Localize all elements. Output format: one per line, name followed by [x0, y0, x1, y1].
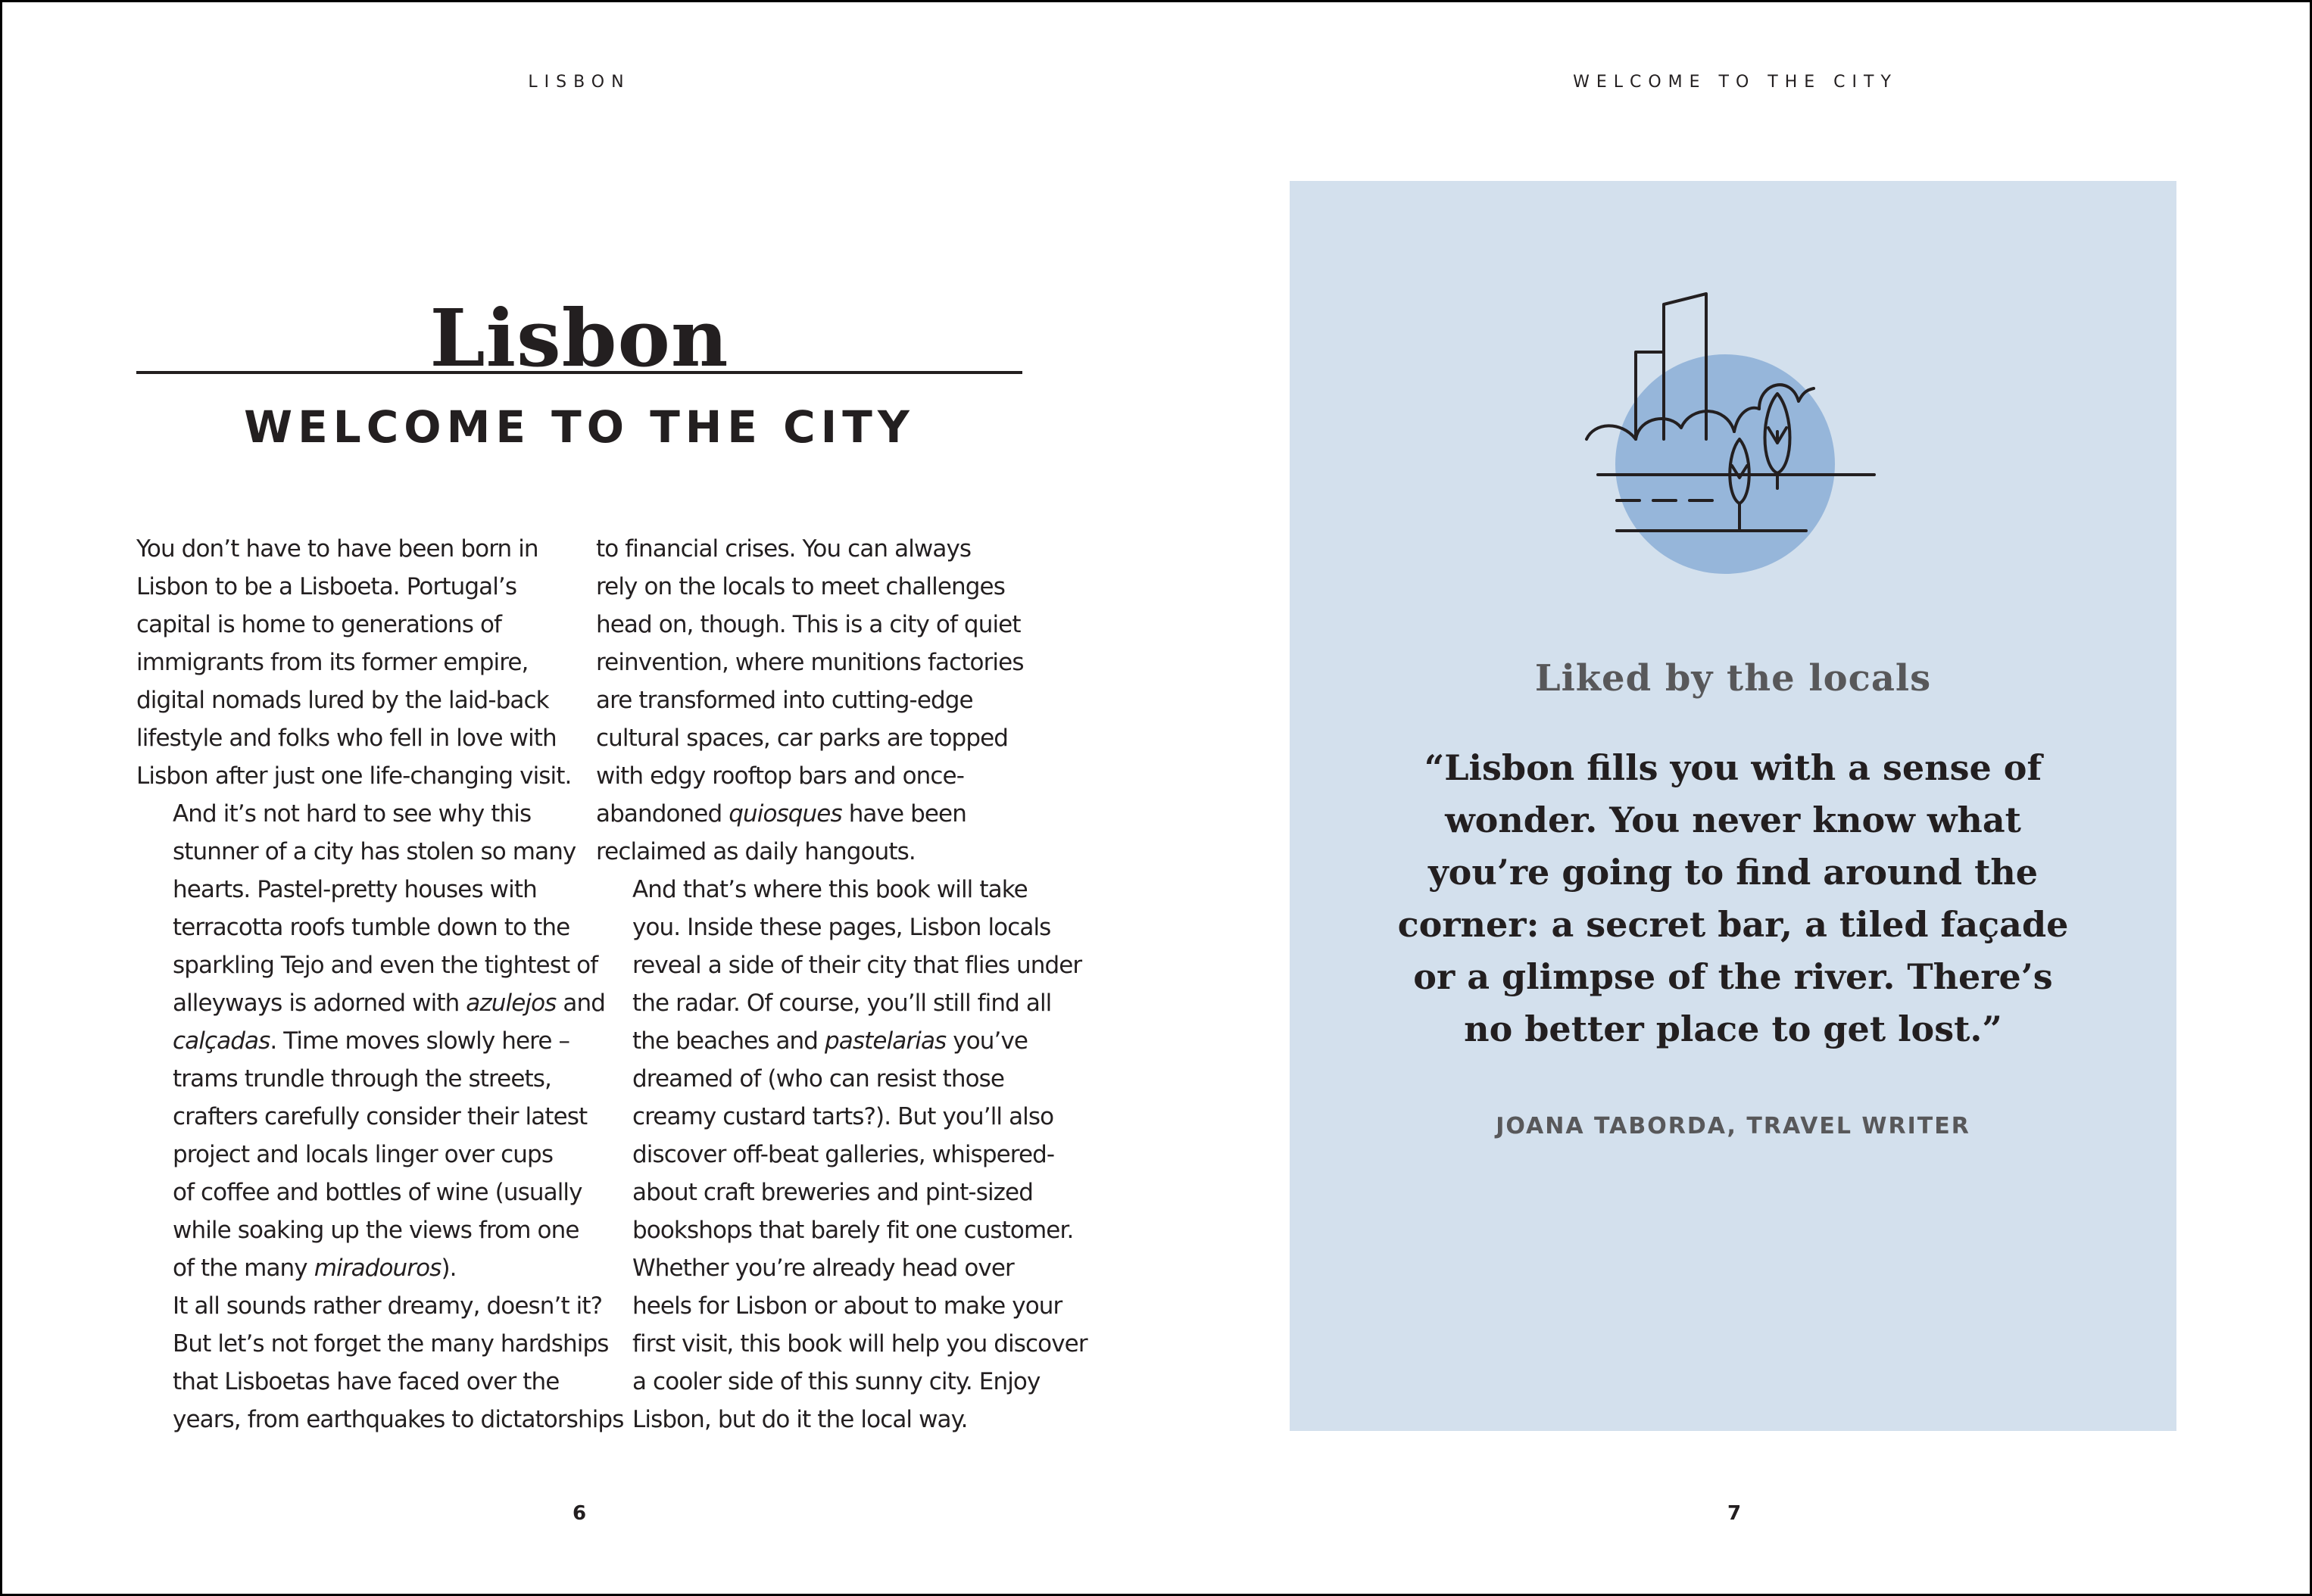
- text-line: head on, though. This is a city of quiet: [596, 611, 1021, 638]
- text-line: cultural spaces, car parks are topped: [596, 725, 1009, 752]
- text-line: while soaking up the views from one: [173, 1217, 579, 1244]
- text-line: first visit, this book will help you discover: [632, 1330, 1087, 1358]
- text-line: bookshops that barely fit one customer.: [632, 1217, 1074, 1244]
- text-line: reclaimed as daily hangouts.: [596, 838, 916, 865]
- panel-heading: Liked by the locals: [1534, 657, 1932, 700]
- text-line: are transformed into cutting-edge: [596, 687, 973, 714]
- text-line: you. Inside these pages, Lisbon locals: [632, 914, 1051, 941]
- quote-attribution: JOANA TABORDA, TRAVEL WRITER: [1496, 1113, 1970, 1139]
- text-line: Lisbon, but do it the local way.: [632, 1406, 968, 1433]
- text-line: sparkling Tejo and even the tightest of: [173, 952, 598, 979]
- text-line: the radar. Of course, you’ll still find all: [632, 990, 1052, 1017]
- text-line: that Lisboetas have faced over the: [173, 1368, 560, 1395]
- paragraph: [136, 530, 576, 795]
- italic-term: pastelarias: [825, 1027, 947, 1055]
- page-number-left: 6: [572, 1502, 587, 1525]
- text-line: It all sounds rather dreamy, doesn’t it?: [173, 1292, 603, 1320]
- page-subtitle: WELCOME TO THE CITY: [244, 401, 915, 453]
- italic-term: calçadas: [173, 1027, 270, 1055]
- text-line: alleyways is adorned with azulejos and: [173, 990, 605, 1017]
- page-title: Lisbon: [429, 291, 729, 385]
- paragraph: [136, 795, 605, 1287]
- quote-line: you’re going to find around the: [1427, 852, 2039, 893]
- city-skyline-icon: [1579, 284, 1882, 587]
- paragraph: [596, 530, 1035, 871]
- text-line: rely on the locals to meet challenges: [596, 573, 1005, 600]
- text-line: reveal a side of their city that flies under: [632, 952, 1082, 979]
- page-number-right: 7: [1727, 1502, 1742, 1525]
- text-line: years, from earthquakes to dictatorships: [173, 1406, 624, 1433]
- text-line: And that’s where this book will take: [632, 876, 1028, 903]
- text-line: Lisbon after just one life-changing visit.: [136, 762, 572, 790]
- running-head-left: LISBON: [528, 73, 631, 92]
- text-line: Lisbon to be a Lisboeta. Portugal’s: [136, 573, 517, 600]
- quote-line: corner: a secret bar, a tiled façade: [1397, 904, 2069, 945]
- text-line: terracotta roofs tumble down to the: [173, 914, 570, 941]
- text-line: abandoned quiosques have been: [596, 800, 966, 828]
- paragraph: [136, 1287, 624, 1439]
- body-column-left: [136, 530, 624, 1439]
- text-line: stunner of a city has stolen so many: [173, 838, 576, 865]
- text-line: project and locals linger over cups: [173, 1141, 554, 1168]
- text-line: calçadas. Time moves slowly here –: [173, 1027, 570, 1055]
- body-column-right: [596, 530, 1087, 1439]
- text-line: You don’t have to have been born in: [136, 535, 538, 563]
- text-line: capital is home to generations of: [136, 611, 502, 638]
- text-line: a cooler side of this sunny city. Enjoy: [632, 1368, 1041, 1395]
- text-line: hearts. Pastel-pretty houses with: [173, 876, 537, 903]
- text-line: digital nomads lured by the laid-back: [136, 687, 549, 714]
- text-line: immigrants from its former empire,: [136, 649, 529, 676]
- text-line: But let’s not forget the many hardships: [173, 1330, 609, 1358]
- text-line: to financial crises. You can always: [596, 535, 972, 563]
- text-line: with edgy rooftop bars and once-: [596, 762, 964, 790]
- sun-circle: [1615, 354, 1835, 574]
- text-line: discover off-beat galleries, whispered-: [632, 1141, 1055, 1168]
- text-line: the beaches and pastelarias you’ve: [632, 1027, 1028, 1055]
- text-line: dreamed of (who can resist those: [632, 1065, 1005, 1093]
- text-line: trams trundle through the streets,: [173, 1065, 551, 1093]
- italic-term: azulejos: [466, 990, 557, 1017]
- text-line: And it’s not hard to see why this: [173, 800, 532, 828]
- text-line: of the many miradouros).: [173, 1255, 457, 1282]
- text-line: crafters carefully consider their latest: [173, 1103, 588, 1130]
- paragraph: [596, 1249, 1087, 1439]
- quote-line: wonder. You never know what: [1445, 800, 2021, 840]
- quote-line: “Lisbon fills you with a sense of: [1424, 747, 2042, 788]
- italic-term: quiosques: [729, 800, 842, 828]
- text-line: Whether you’re already head over: [632, 1255, 1014, 1282]
- pull-quote: [1290, 742, 2176, 1055]
- text-line: creamy custard tarts?). But you’ll also: [632, 1103, 1054, 1130]
- text-line: reinvention, where munitions factories: [596, 649, 1024, 676]
- italic-term: miradouros: [314, 1255, 441, 1282]
- text-line: heels for Lisbon or about to make your: [632, 1292, 1062, 1320]
- text-line: about craft breweries and pint-sized: [632, 1179, 1033, 1206]
- text-line: lifestyle and folks who fell in love with: [136, 725, 557, 752]
- text-line: of coffee and bottles of wine (usually: [173, 1179, 582, 1206]
- quote-line: or a glimpse of the river. There’s: [1413, 956, 2053, 997]
- running-head-right: WELCOME TO THE CITY: [1573, 73, 1898, 92]
- paragraph: [596, 871, 1082, 1249]
- quote-line: no better place to get lost.”: [1464, 1008, 2002, 1049]
